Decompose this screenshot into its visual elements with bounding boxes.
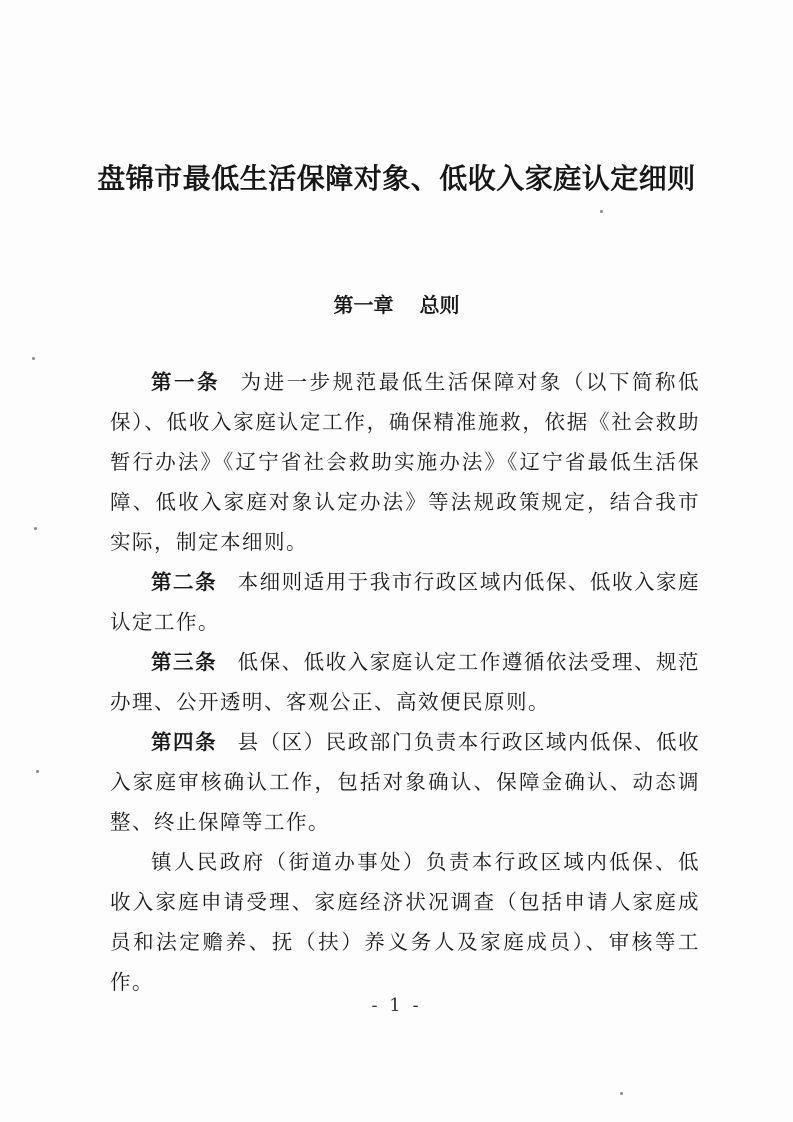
scan-speck xyxy=(600,210,603,213)
article-4-continuation: 镇人民政府（街道办事处）负责本行政区域内低保、低收入家庭申请受理、家庭经济状况调查（包括申请人家庭成员和法定赡养、抚（扶）养义务人及家庭成员）、审核等工作。 xyxy=(110,850,700,994)
document-title: 盘锦市最低生活保障对象、低收入家庭认定细则 xyxy=(97,162,696,195)
chapter-number: 第一章 xyxy=(333,293,394,317)
scan-speck xyxy=(36,770,39,773)
article-number: 第二条 xyxy=(151,570,218,594)
scan-speck xyxy=(620,1092,623,1095)
article-4 xyxy=(110,722,700,842)
article-3 xyxy=(110,642,700,722)
article-number: 第三条 xyxy=(151,650,218,674)
article-1 xyxy=(110,362,700,562)
page-number: - 1 - xyxy=(371,995,422,1016)
article-2 xyxy=(110,562,700,642)
chapter-name: 总则 xyxy=(419,293,460,317)
article-number: 第一条 xyxy=(151,370,221,394)
chapter-heading xyxy=(0,289,793,318)
scan-speck xyxy=(34,527,37,530)
scan-speck xyxy=(32,357,35,360)
article-text: 低保、低收入家庭认定工作遵循依法受理、规范办理、公开透明、客观公正、高效便民原则。 xyxy=(110,650,701,714)
article-number: 第四条 xyxy=(151,730,218,754)
article-text: 县（区）民政部门负责本行政区域内低保、低收入家庭审核确认工作，包括对象确认、保障金确认、动态调整、终止保障等工作。 xyxy=(110,730,701,834)
article-text: 为进一步规范最低生活保障对象（以下简称低保）、低收入家庭认定工作，确保精准施救，依据《社会救助暂行办法》《辽宁省社会救助实施办法》《辽宁省最低生活保障、低收入家庭对象认定办法》等法规政策规定，结合我市实际，制定本细则。 xyxy=(110,370,701,554)
document-body xyxy=(110,362,700,1002)
article-text: 本细则适用于我市行政区域内低保、低收入家庭认定工作。 xyxy=(110,570,701,634)
